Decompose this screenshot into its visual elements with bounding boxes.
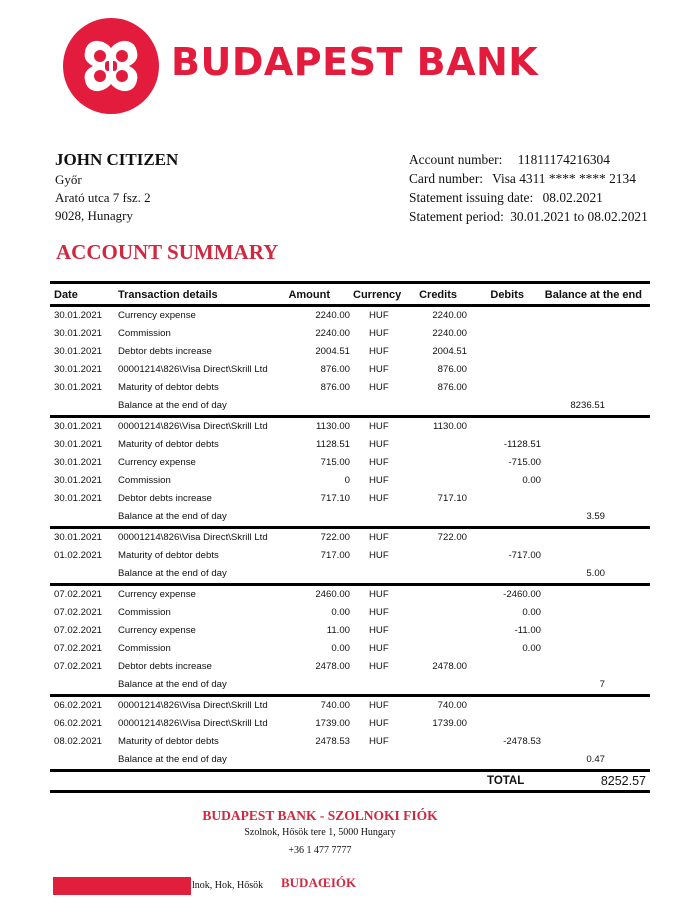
cell-details: Commission (118, 475, 171, 486)
table-row (50, 604, 650, 622)
table-row (50, 361, 650, 379)
table-row (50, 307, 650, 325)
cell-date: 30.01.2021 (54, 364, 103, 375)
cell-date: 30.01.2021 (54, 346, 103, 357)
cell-amount: 2478.53 (315, 736, 350, 747)
cell-amount: 1128.51 (316, 439, 350, 450)
total-label: TOTAL (487, 775, 525, 787)
cell-currency: HUF (369, 457, 389, 468)
table-row (50, 586, 650, 604)
cell-date: 30.01.2021 (54, 310, 103, 321)
cell-credit: 876.00 (437, 382, 467, 393)
end-of-day-balance: 8236.51 (570, 400, 605, 411)
cell-details: Currency expense (118, 589, 196, 600)
end-of-day-balance: 5.00 (586, 568, 605, 579)
customer-address-block (55, 150, 178, 225)
cell-date: 07.02.2021 (54, 589, 103, 600)
cell-details: 00001214\826\Visa Direct\Skrill Ltd (118, 421, 268, 432)
table-row (50, 454, 650, 472)
cell-credit: 722.00 (437, 532, 467, 543)
cell-details: Currency expense (118, 625, 196, 636)
cell-details: Maturity of debtor debts (118, 736, 219, 747)
table-row (50, 436, 650, 454)
cell-details: Debtor debts increase (118, 661, 212, 672)
table-row (50, 622, 650, 640)
customer-name: JOHN CITIZEN (55, 150, 179, 169)
cell-amount: 876.00 (320, 364, 350, 375)
cell-currency: HUF (369, 700, 389, 711)
cell-credit: 2240.00 (432, 310, 467, 321)
cell-date: 06.02.2021 (54, 700, 103, 711)
account-info-block (409, 150, 648, 226)
cell-currency: HUF (369, 736, 389, 747)
cell-credit: 717.10 (437, 493, 467, 504)
cell-details: 00001214\826\Visa Direct\Skrill Ltd (118, 700, 268, 711)
cell-amount: 0.00 (331, 643, 350, 654)
total-row (50, 769, 650, 793)
truncated-branch-title: BUDAŒIÓK (281, 875, 357, 890)
table-row (50, 418, 650, 436)
table-row (50, 697, 650, 715)
end-of-day-label: Balance at the end of day (118, 754, 227, 765)
end-of-day-balance: 3.59 (586, 511, 605, 522)
table-row (50, 379, 650, 397)
cell-details: Currency expense (118, 310, 196, 321)
cell-debit: -11.00 (514, 625, 541, 636)
cell-credit: 1739.00 (432, 718, 467, 729)
cell-date: 30.01.2021 (54, 382, 103, 393)
cell-debit: -2478.53 (503, 736, 541, 747)
cell-date: 07.02.2021 (54, 607, 103, 618)
cell-debit: -717.00 (508, 550, 541, 561)
cell-debit: -1128.51 (503, 439, 541, 450)
cell-amount: 717.00 (320, 550, 350, 561)
issuing-date-line (409, 188, 648, 207)
branch-phone: +36 1 477 7777 (288, 845, 352, 856)
cell-amount: 1130.00 (316, 421, 350, 432)
bank-name: BUDAPEST BANK (171, 40, 539, 84)
col-header-currency: Currency (353, 289, 402, 301)
cell-date: 08.02.2021 (54, 736, 103, 747)
cell-date: 30.01.2021 (54, 421, 103, 432)
end-of-day-row (50, 751, 650, 769)
statement-period-label: Statement period: (409, 209, 504, 224)
cell-currency: HUF (369, 550, 389, 561)
end-of-day-row (50, 676, 650, 694)
cell-date: 30.01.2021 (54, 475, 103, 486)
cell-details: Commission (118, 607, 171, 618)
cell-details: Maturity of debtor debts (118, 382, 219, 393)
cell-date: 30.01.2021 (54, 532, 103, 543)
cell-credit: 2004.51 (432, 346, 467, 357)
end-of-day-label: Balance at the end of day (118, 400, 227, 411)
table-row (50, 529, 650, 547)
cell-currency: HUF (369, 643, 389, 654)
cell-credit: 2478.00 (432, 661, 467, 672)
end-of-day-row (50, 397, 650, 415)
issuing-date-value: 08.02.2021 (542, 190, 603, 205)
cell-currency: HUF (369, 439, 389, 450)
cell-amount: 717.10 (320, 493, 350, 504)
table-body (50, 307, 650, 769)
cell-currency: HUF (369, 364, 389, 375)
cell-currency: HUF (369, 421, 389, 432)
cell-currency: HUF (369, 475, 389, 486)
transactions-table (50, 281, 650, 793)
account-number-value: 11811174216304 (517, 152, 610, 167)
end-of-day-label: Balance at the end of day (118, 511, 227, 522)
card-number-label: Card number: (409, 171, 484, 186)
customer-city: Győr (55, 172, 82, 187)
cell-currency: HUF (369, 625, 389, 636)
cell-currency: HUF (369, 661, 389, 672)
cell-date: 30.01.2021 (54, 457, 103, 468)
col-header-debits: Debits (490, 289, 524, 301)
cell-date: 06.02.2021 (54, 718, 103, 729)
cell-debit: -2460.00 (503, 589, 541, 600)
cell-debit: 0.00 (522, 607, 541, 618)
footer-red-bar (53, 877, 191, 895)
cell-amount: 715.00 (320, 457, 350, 468)
card-number-value: Visa 4311 **** **** 2134 (492, 171, 636, 186)
cell-amount: 11.00 (326, 625, 350, 636)
cell-details: Maturity of debtor debts (118, 550, 219, 561)
cell-debit: 0.00 (522, 643, 541, 654)
cell-currency: HUF (369, 346, 389, 357)
cell-date: 01.02.2021 (54, 550, 103, 561)
branch-address: Szolnok, Hősök tere 1, 5000 Hungary (244, 827, 396, 838)
cell-details: 00001214\826\Visa Direct\Skrill Ltd (118, 364, 268, 375)
table-row (50, 547, 650, 565)
cell-amount: 740.00 (320, 700, 350, 711)
cell-amount: 1739.00 (315, 718, 350, 729)
branch-title: BUDAPEST BANK - SZOLNOKI FIÓK (202, 808, 438, 823)
cell-details: Commission (118, 643, 171, 654)
cell-currency: HUF (369, 382, 389, 393)
total-value: 8252.57 (600, 774, 646, 788)
col-header-amount: Amount (288, 289, 330, 301)
cell-details: 00001214\826\Visa Direct\Skrill Ltd (118, 718, 268, 729)
cell-currency: HUF (369, 532, 389, 543)
cell-amount: 2240.00 (315, 328, 350, 339)
cell-currency: HUF (369, 310, 389, 321)
statement-period-value: 30.01.2021 to 08.02.2021 (510, 209, 648, 224)
table-row (50, 640, 650, 658)
table-header (50, 281, 650, 307)
cell-date: 07.02.2021 (54, 625, 103, 636)
cell-details: Debtor debts increase (118, 493, 212, 504)
cell-details: Currency expense (118, 457, 196, 468)
truncated-address: lnok, Hok, Hősök (192, 880, 264, 891)
cell-currency: HUF (369, 589, 389, 600)
account-number-label: Account number: (409, 152, 503, 167)
col-header-credits: Credits (419, 289, 457, 301)
cell-credit: 2240.00 (432, 328, 467, 339)
cell-amount: 0.00 (331, 607, 350, 618)
cell-amount: 2240.00 (315, 310, 350, 321)
card-number-line (409, 169, 648, 188)
cell-currency: HUF (369, 328, 389, 339)
cell-currency: HUF (369, 493, 389, 504)
cell-amount: 0 (344, 475, 350, 486)
cell-date: 07.02.2021 (54, 643, 103, 654)
cell-amount: 722.00 (320, 532, 350, 543)
col-header-date: Date (54, 289, 78, 301)
table-row (50, 658, 650, 676)
table-row (50, 715, 650, 733)
table-row (50, 490, 650, 508)
col-header-balance: Balance at the end (544, 289, 642, 301)
statement-period-line (409, 207, 648, 226)
cell-details: 00001214\826\Visa Direct\Skrill Ltd (118, 532, 268, 543)
cell-currency: HUF (369, 718, 389, 729)
cell-debit: -715.00 (508, 457, 541, 468)
end-of-day-balance: 7 (599, 679, 605, 690)
cell-credit: 740.00 (437, 700, 467, 711)
issuing-date-label: Statement issuing date: (409, 190, 534, 205)
end-of-day-row (50, 565, 650, 583)
end-of-day-row (50, 508, 650, 526)
cell-details: Debtor debts increase (118, 346, 212, 357)
cell-credit: 1130.00 (433, 421, 467, 432)
table-row (50, 325, 650, 343)
cell-credit: 876.00 (437, 364, 467, 375)
end-of-day-balance: 0.47 (586, 754, 605, 765)
cell-date: 30.01.2021 (54, 439, 103, 450)
cell-details: Commission (118, 328, 171, 339)
cell-date: 30.01.2021 (54, 328, 103, 339)
col-header-details: Transaction details (118, 289, 218, 301)
cell-details: Maturity of debtor debts (118, 439, 219, 450)
cell-amount: 2478.00 (315, 661, 350, 672)
bank-logo-icon (63, 18, 159, 114)
account-number-line (409, 150, 648, 169)
table-row (50, 733, 650, 751)
end-of-day-label: Balance at the end of day (118, 568, 227, 579)
customer-postal: 9028, Hunagry (55, 208, 133, 223)
table-row (50, 343, 650, 361)
cell-currency: HUF (369, 607, 389, 618)
customer-street: Arató utca 7 fsz. 2 (55, 190, 151, 205)
table-row (50, 472, 650, 490)
cell-amount: 2460.00 (315, 589, 350, 600)
cell-amount: 2004.51 (315, 346, 350, 357)
account-summary-title: ACCOUNT SUMMARY (56, 240, 279, 264)
cell-debit: 0.00 (522, 475, 541, 486)
cell-date: 30.01.2021 (54, 493, 103, 504)
end-of-day-label: Balance at the end of day (118, 679, 227, 690)
cell-amount: 876.00 (320, 382, 350, 393)
cell-date: 07.02.2021 (54, 661, 103, 672)
